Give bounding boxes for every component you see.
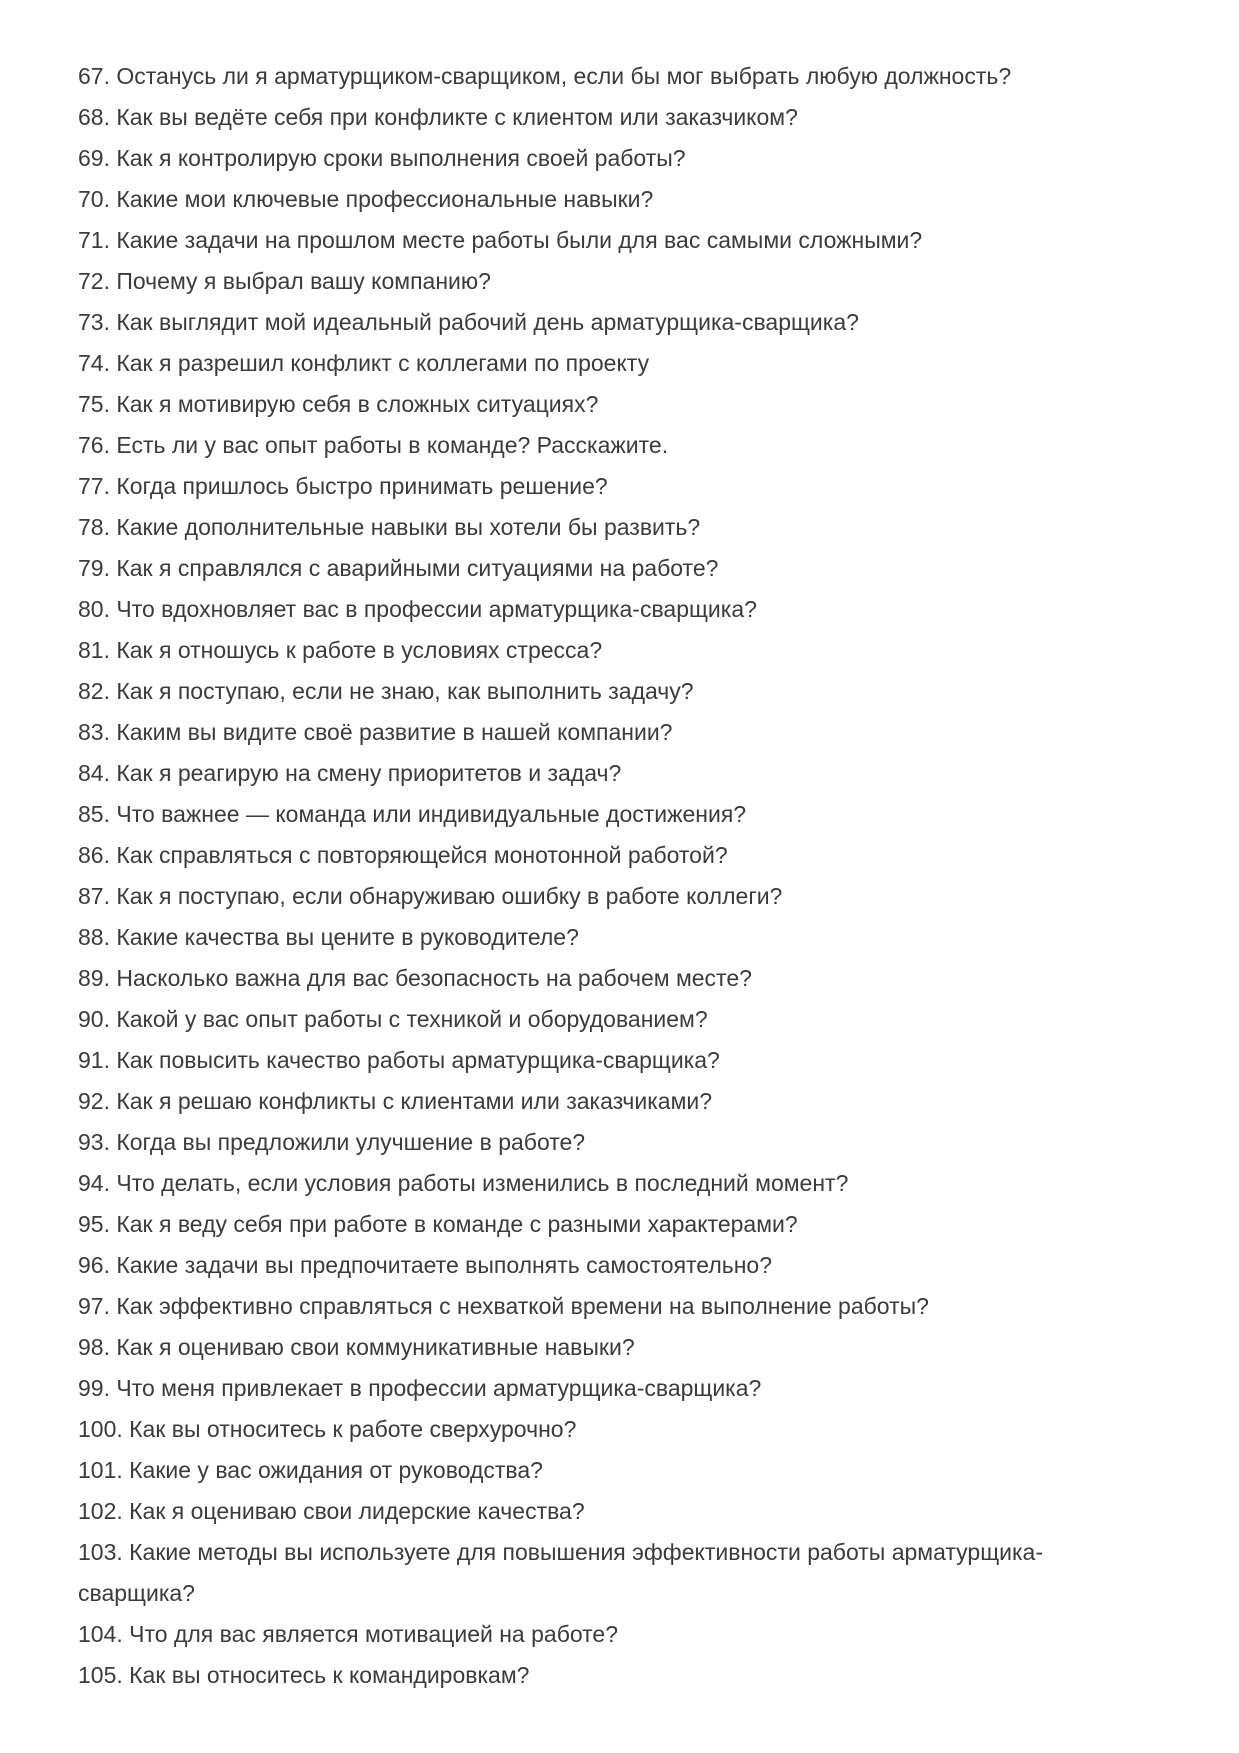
list-item: 96. Какие задачи вы предпочитаете выполнять самостоятельно? [78,1252,773,1278]
list-item: 91. Как повысить качество работы арматурщика-сварщика? [78,1047,720,1073]
list-item: 97. Как эффективно справляться с нехваткой времени на выполнение работы? [78,1293,929,1319]
list-item: 73. Как выглядит мой идеальный рабочий день арматурщика-сварщика? [78,309,859,335]
list-item: 102. Как я оцениваю свои лидерские качества? [78,1498,585,1524]
list-item: 90. Какой у вас опыт работы с техникой и оборудованием? [78,1006,708,1032]
list-item: 95. Как я веду себя при работе в команде с разными характерами? [78,1211,798,1237]
list-item: 68. Как вы ведёте себя при конфликте с клиентом или заказчиком? [78,104,798,130]
list-item: 85. Что важнее — команда или индивидуальные достижения? [78,801,747,827]
list-item: 77. Когда пришлось быстро принимать решение? [78,473,608,499]
list-item: 67. Останусь ли я арматурщиком-сварщиком, если бы мог выбрать любую должность? [78,63,1012,89]
list-item: 100. Как вы относитесь к работе сверхурочно? [78,1416,577,1442]
list-item: 84. Как я реагирую на смену приоритетов и задач? [78,760,622,786]
list-item: 101. Какие у вас ожидания от руководства? [78,1457,543,1483]
list-item: 80. Что вдохновляет вас в профессии арматурщика-сварщика? [78,596,757,622]
list-item: 92. Как я решаю конфликты с клиентами или заказчиками? [78,1088,713,1114]
list-item: 78. Какие дополнительные навыки вы хотели бы развить? [78,514,701,540]
list-item: 76. Есть ли у вас опыт работы в команде? Расскажите. [78,432,669,458]
list-item: 75. Как я мотивирую себя в сложных ситуациях? [78,391,599,417]
list-item: 70. Какие мои ключевые профессиональные навыки? [78,186,654,212]
list-item: 93. Когда вы предложили улучшение в работе? [78,1129,586,1155]
list-item: 79. Как я справлялся с аварийными ситуациями на работе? [78,555,719,581]
list-item: 86. Как справляться с повторяющейся монотонной работой? [78,842,728,868]
list-item: 103. Какие методы вы используете для повышения эффективности работы арматурщика-сварщика? [78,1539,1044,1606]
list-item: 69. Как я контролирую сроки выполнения своей работы? [78,145,686,171]
list-item: 104. Что для вас является мотивацией на работе? [78,1621,619,1647]
list-item: 87. Как я поступаю, если обнаруживаю ошибку в работе коллеги? [78,883,783,909]
list-item: 105. Как вы относитесь к командировкам? [78,1662,530,1688]
list-item: 71. Какие задачи на прошлом месте работы были для вас самыми сложными? [78,227,923,253]
list-item: 74. Как я разрешил конфликт с коллегами по проекту [78,350,650,376]
list-item: 83. Каким вы видите своё развитие в нашей компании? [78,719,673,745]
question-list [78,56,1088,1696]
list-item: 89. Насколько важна для вас безопасность на рабочем месте? [78,965,752,991]
list-item: 98. Как я оцениваю свои коммуникативные навыки? [78,1334,635,1360]
list-item: 82. Как я поступаю, если не знаю, как выполнить задачу? [78,678,694,704]
list-item: 99. Что меня привлекает в профессии арматурщика-сварщика? [78,1375,762,1401]
list-item: 94. Что делать, если условия работы изменились в последний момент? [78,1170,849,1196]
list-item: 81. Как я отношусь к работе в условиях стресса? [78,637,603,663]
list-item: 88. Какие качества вы цените в руководителе? [78,924,579,950]
list-item: 72. Почему я выбрал вашу компанию? [78,268,491,294]
